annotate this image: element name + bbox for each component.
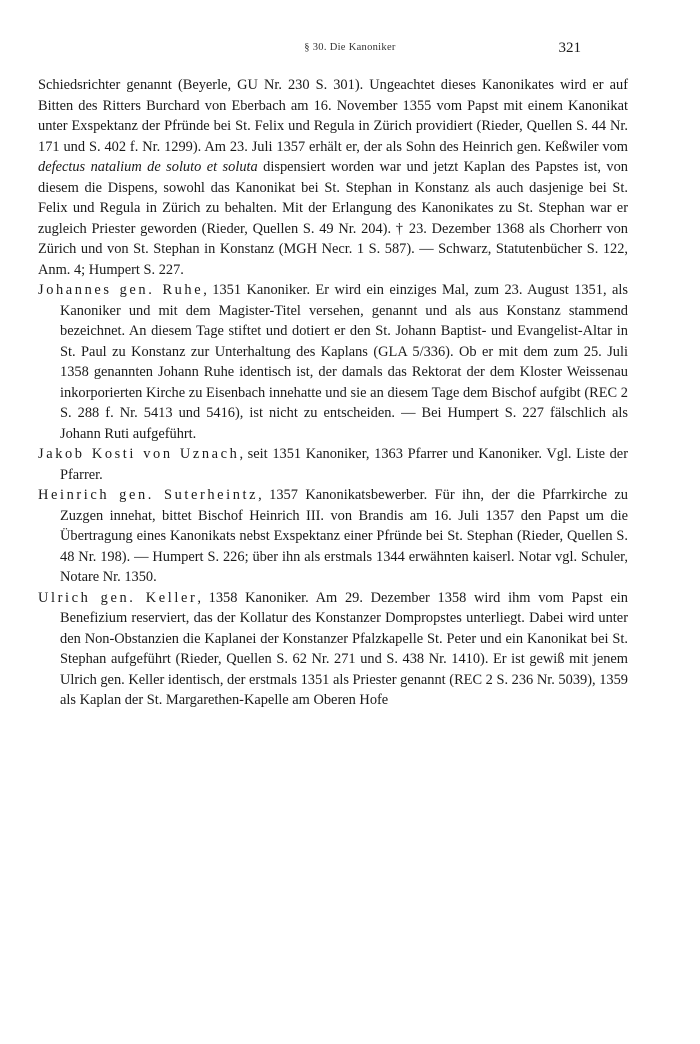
running-head	[0, 40, 700, 60]
canon-entry	[38, 444, 628, 485]
canon-entry	[38, 588, 628, 711]
canon-entry	[38, 485, 628, 588]
continued-paragraph	[38, 75, 628, 280]
canon-name: Heinrich gen. Suterheintz	[38, 487, 259, 503]
canon-entry	[38, 280, 628, 444]
latin-phrase: defectus natalium de soluto et soluta	[38, 159, 258, 175]
entry-text: , 1358 Kanoniker. Am 29. Dezember 1358 wird ihm vom Papst ein Benefizium reserviert, das der Kollatur des Konstanzer Dompropstes unterliegt. Dabei wird unter den Non-Obstanzien die Kaplanei der Konstanzer Pfalzkapelle St. Peter und ein Kanonikat bei St. Stephan aufgeführt (Rieder, Quellen S. 62 Nr. 271 und S. 438 Nr. 1410). Er ist gewiß mit jenem Ulrich gen. Keller identisch, der erstmals 1351 als Priester genannt (REC 2 S. 236 Nr. 5039), 1359 als Kaplan der St. Margarethen-Kapelle am Oberen Hofe	[60, 589, 628, 708]
paragraph-text: dispensiert worden war und jetzt Kaplan des Papstes ist, von diesem die Dispens, sowohl das Kanonikat bei St. Stephan in Konstanz als auch dasjenige bei St. Felix und Regula in Zürich zu behalten. Mit der Erlangung des Kanonikates zu St. Stephan war er zugleich Priester geworden (Rieder, Quellen S. 49 Nr. 204). † 23. Dezember 1368 als Chorherr von Zürich und von St. Stephan in Konstanz (MGH Necr. 1 S. 587). — Schwarz, Statutenbücher S. 122, Anm. 4; Humpert S. 227.	[38, 159, 629, 278]
body-text	[38, 75, 628, 711]
paragraph-text: Schiedsrichter genannt (Beyerle, GU Nr. 230 S. 301). Ungeachtet dieses Kanonikates wird er auf Bitten des Ritters Burchard von Eberbach am 16. November 1355 vom Papst mit einem Kanonikat unter Exspektanz der Pfründe bei St. Felix und Regula in Zürich providiert (Rieder, Quellen S. 44 Nr. 171 und S. 402 f. Nr. 1299). Am 23. Juli 1357 erhält er, der als Sohn des Heinrich gen. Keßwiler vom	[38, 77, 628, 155]
canon-name: Jakob Kosti von Uznach	[38, 446, 240, 462]
canon-name: Johannes gen. Ruhe	[38, 282, 204, 298]
entry-text: , seit 1351 Kanoniker, 1363 Pfarrer und Kanoniker. Vgl. Liste der Pfarrer.	[60, 446, 628, 483]
page-number: 321	[558, 40, 581, 56]
canon-name: Ulrich gen. Keller	[38, 589, 198, 606]
entry-text: , 1351 Kanoniker. Er wird ein einziges Mal, zum 23. August 1351, als Kanoniker und mit dem Magister-Titel versehen, genannt und als aus Konstanz stammend bezeichnet. An diesem Tage stiftet und dotiert er den St. Johann Baptist- und Evangelist-Altar in St. Paul zu Konstanz zur Unterhaltung des Kaplans (GLA 5/336). Ob er mit dem zum 25. Juli 1358 genannten Johann Ruhe identisch ist, der damals das Rektorat der dem Kloster Weissenau inkorporierten Kirche zu Eisenbach innehatte und sie an diesem Tage dem Bischof aufgibt (REC 2 S. 288 f. Nr. 5413 und 5416), ist nicht zu entscheiden. — Bei Humpert S. 227 fälschlich als Johann Ruti aufgeführt.	[60, 282, 628, 442]
running-title: § 30. Die Kanoniker	[304, 42, 396, 53]
entry-text: , 1357 Kanonikatsbewerber. Für ihn, der die Pfarrkirche zu Zuzgen innehat, bittet Bischof Heinrich III. von Brandis am 16. Juli 1357 den Papst um die Übertragung eines Kanonikats nebst Exspektanz einer Pfründe bei St. Stephan (Rieder, Quellen S. 48 Nr. 198). — Humpert S. 226; über ihn als erstmals 1344 erwähnten kaiserl. Notar vgl. Schuler, Notare Nr. 1350.	[60, 487, 628, 585]
